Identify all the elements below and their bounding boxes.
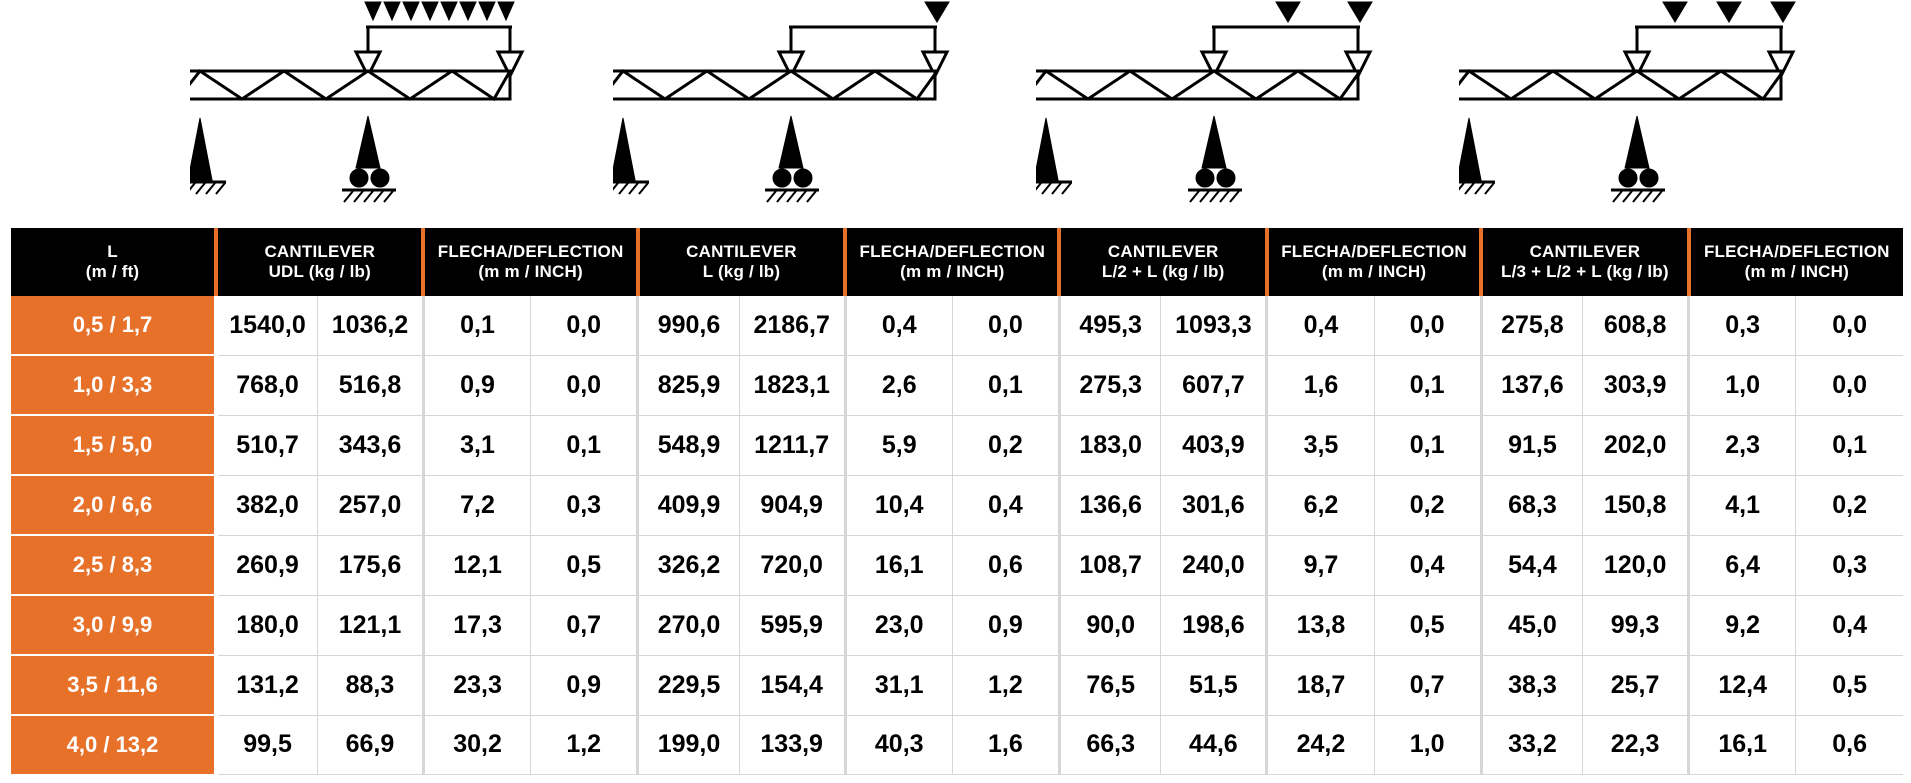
table-header	[11, 228, 1903, 296]
table-cell: 303,9	[1583, 355, 1689, 415]
table-row	[11, 535, 1903, 595]
table-cell: 1823,1	[739, 355, 845, 415]
header-deflection-l3l2l-line2: (m m / INCH)	[1744, 262, 1849, 281]
table-cell: 382,0	[216, 475, 317, 535]
table-cell: 16,1	[1689, 715, 1796, 774]
table-cell: 99,5	[216, 715, 317, 774]
table-cell: 23,3	[423, 655, 530, 715]
table-cell: 0,4	[845, 296, 952, 355]
table-cell: 0,3	[531, 475, 638, 535]
header-deflection-l-line2: (m m / INCH)	[900, 262, 1005, 281]
table-cell: 0,9	[423, 355, 530, 415]
table-cell: 403,9	[1161, 415, 1267, 475]
table-cell: 76,5	[1059, 655, 1160, 715]
table-cell: 2186,7	[739, 296, 845, 355]
header-deflection-udl-line2: (m m / INCH)	[478, 262, 583, 281]
table-cell: 825,9	[638, 355, 739, 415]
table-cell: 9,7	[1267, 535, 1374, 595]
header-cantilever-l	[638, 228, 845, 296]
table-cell: 4,1	[1689, 475, 1796, 535]
table-cell: 3,1	[423, 415, 530, 475]
table-cell: 108,7	[1059, 535, 1160, 595]
table-row	[11, 595, 1903, 655]
table-cell: 0,4	[952, 475, 1059, 535]
table-cell: 91,5	[1481, 415, 1582, 475]
header-deflection-udl	[423, 228, 637, 296]
row-length-label: 0,5 / 1,7	[11, 296, 216, 355]
table-cell: 260,9	[216, 535, 317, 595]
diagram-strip	[0, 0, 1911, 228]
table-cell: 133,9	[739, 715, 845, 774]
header-deflection-udl-line1: FLECHA/DEFLECTION	[437, 241, 624, 261]
header-cantilever-l-line2: L (kg / lb)	[702, 262, 781, 281]
table-cell: 548,9	[638, 415, 739, 475]
udl-arrow-group	[365, 2, 514, 20]
table-cell: 0,7	[1374, 655, 1481, 715]
table-cell: 990,6	[638, 296, 739, 355]
l-arrow-group	[925, 2, 949, 22]
header-cantilever-udl-line2: UDL (kg / lb)	[268, 262, 371, 281]
table-cell: 18,7	[1267, 655, 1374, 715]
table-cell: 44,6	[1161, 715, 1267, 774]
table-cell: 66,3	[1059, 715, 1160, 774]
header-cantilever-l2l-line1: CANTILEVER	[1107, 241, 1219, 261]
table-cell: 275,3	[1059, 355, 1160, 415]
table-cell: 275,8	[1481, 296, 1582, 355]
table-cell: 0,5	[1796, 655, 1903, 715]
table-cell: 25,7	[1583, 655, 1689, 715]
table-row	[11, 475, 1903, 535]
row-length-label: 3,5 / 11,6	[11, 655, 216, 715]
table-cell: 343,6	[317, 415, 423, 475]
table-cell: 183,0	[1059, 415, 1160, 475]
table-cell: 180,0	[216, 595, 317, 655]
table-cell: 202,0	[1583, 415, 1689, 475]
table-cell: 0,1	[531, 415, 638, 475]
table-cell: 1,2	[531, 715, 638, 774]
table-cell: 33,2	[1481, 715, 1582, 774]
table-cell: 0,4	[1267, 296, 1374, 355]
table-cell: 0,1	[1796, 415, 1903, 475]
table-cell: 0,9	[531, 655, 638, 715]
table-cell: 608,8	[1583, 296, 1689, 355]
table-cell: 136,6	[1059, 475, 1160, 535]
table-cell: 0,0	[1374, 296, 1481, 355]
row-length-label: 4,0 / 13,2	[11, 715, 216, 774]
row-length-label: 3,0 / 9,9	[11, 595, 216, 655]
table-body	[11, 296, 1903, 774]
table-cell: 0,6	[952, 535, 1059, 595]
header-deflection-l2l-line1: FLECHA/DEFLECTION	[1281, 241, 1467, 261]
header-l-line2: (m / ft)	[85, 262, 140, 281]
table-cell: 45,0	[1481, 595, 1582, 655]
table-cell: 720,0	[739, 535, 845, 595]
table-cell: 38,3	[1481, 655, 1582, 715]
table-cell: 0,6	[1796, 715, 1903, 774]
header-cantilever-l2l-line2: L/2 + L (kg / lb)	[1101, 262, 1225, 281]
header-cantilever-udl	[216, 228, 423, 296]
header-row	[11, 228, 1903, 296]
table-cell: 0,2	[952, 415, 1059, 475]
table-cell: 7,2	[423, 475, 530, 535]
table-cell: 1,0	[1689, 355, 1796, 415]
table-cell: 154,4	[739, 655, 845, 715]
table-cell: 90,0	[1059, 595, 1160, 655]
table-cell: 198,6	[1161, 595, 1267, 655]
table-row	[11, 355, 1903, 415]
diagram-l3-l2-l	[1459, 0, 1879, 228]
row-length-label: 2,0 / 6,6	[11, 475, 216, 535]
table-cell: 12,4	[1689, 655, 1796, 715]
l3-l2-l-arrow-group	[1663, 2, 1795, 22]
table-cell: 240,0	[1161, 535, 1267, 595]
table-cell: 16,1	[845, 535, 952, 595]
table-cell: 0,3	[1796, 535, 1903, 595]
table-cell: 68,3	[1481, 475, 1582, 535]
table-cell: 23,0	[845, 595, 952, 655]
header-deflection-l2l-line2: (m m / INCH)	[1321, 262, 1427, 281]
diagram-l-svg	[613, 0, 1033, 228]
table-cell: 0,5	[531, 535, 638, 595]
table-cell: 17,3	[423, 595, 530, 655]
table-cell: 12,1	[423, 535, 530, 595]
header-cantilever-l-line1: CANTILEVER	[686, 241, 797, 261]
diagram-udl	[190, 0, 610, 228]
table-cell: 0,7	[531, 595, 638, 655]
header-deflection-l	[845, 228, 1059, 296]
header-cantilever-l3l2l-line2: L/3 + L/2 + L (kg / lb)	[1501, 262, 1669, 281]
diagram-l	[613, 0, 1033, 228]
table-cell: 5,9	[845, 415, 952, 475]
diagram-udl-svg	[190, 0, 610, 228]
table-cell: 1093,3	[1161, 296, 1267, 355]
table-cell: 1036,2	[317, 296, 423, 355]
table-cell: 1,6	[952, 715, 1059, 774]
table-cell: 40,3	[845, 715, 952, 774]
table-cell: 1211,7	[739, 415, 845, 475]
table-cell: 6,2	[1267, 475, 1374, 535]
load-capacity-table	[11, 228, 1903, 775]
table-cell: 0,4	[1796, 595, 1903, 655]
table-cell: 2,6	[845, 355, 952, 415]
header-cantilever-l2l	[1059, 228, 1266, 296]
table-cell: 31,1	[845, 655, 952, 715]
row-length-label: 2,5 / 8,3	[11, 535, 216, 595]
table-cell: 0,4	[1374, 535, 1481, 595]
table-cell: 66,9	[317, 715, 423, 774]
table-cell: 1,2	[952, 655, 1059, 715]
table-cell: 9,2	[1689, 595, 1796, 655]
table-cell: 0,5	[1374, 595, 1481, 655]
table-cell: 2,3	[1689, 415, 1796, 475]
table-cell: 510,7	[216, 415, 317, 475]
table-cell: 607,7	[1161, 355, 1267, 415]
table-cell: 516,8	[317, 355, 423, 415]
table-cell: 6,4	[1689, 535, 1796, 595]
diagram-l3-l2-l-svg	[1459, 0, 1899, 228]
header-l	[11, 228, 216, 296]
table-row	[11, 655, 1903, 715]
table-cell: 13,8	[1267, 595, 1374, 655]
table-cell: 121,1	[317, 595, 423, 655]
header-cantilever-l3l2l-line1: CANTILEVER	[1529, 241, 1641, 261]
table-cell: 199,0	[638, 715, 739, 774]
table-cell: 0,0	[1796, 296, 1903, 355]
table-cell: 150,8	[1583, 475, 1689, 535]
table-cell: 1,6	[1267, 355, 1374, 415]
header-deflection-l3l2l	[1689, 228, 1903, 296]
table-cell: 30,2	[423, 715, 530, 774]
table-cell: 0,1	[1374, 355, 1481, 415]
table-cell: 257,0	[317, 475, 423, 535]
table-cell: 54,4	[1481, 535, 1582, 595]
header-cantilever-l3l2l	[1481, 228, 1688, 296]
header-deflection-l-line1: FLECHA/DEFLECTION	[859, 241, 1046, 261]
table-cell: 326,2	[638, 535, 739, 595]
table-cell: 3,5	[1267, 415, 1374, 475]
header-deflection-l3l2l-line1: FLECHA/DEFLECTION	[1703, 241, 1890, 261]
header-l-line1: L	[107, 241, 118, 261]
table-cell: 0,3	[1689, 296, 1796, 355]
table-cell: 131,2	[216, 655, 317, 715]
l2-l-arrow-group	[1276, 2, 1372, 22]
table-cell: 0,2	[1796, 475, 1903, 535]
table-cell: 0,0	[531, 355, 638, 415]
table-cell: 1,0	[1374, 715, 1481, 774]
table-cell: 768,0	[216, 355, 317, 415]
table-cell: 0,0	[1796, 355, 1903, 415]
row-length-label: 1,5 / 5,0	[11, 415, 216, 475]
table-cell: 0,0	[952, 296, 1059, 355]
table-row	[11, 296, 1903, 355]
diagram-l2-l-svg	[1036, 0, 1456, 228]
load-table-wrap	[11, 228, 1903, 775]
table-cell: 0,2	[1374, 475, 1481, 535]
table-cell: 595,9	[739, 595, 845, 655]
table-cell: 0,1	[952, 355, 1059, 415]
table-row	[11, 715, 1903, 774]
table-cell: 137,6	[1481, 355, 1582, 415]
table-cell: 0,0	[531, 296, 638, 355]
row-length-label: 1,0 / 3,3	[11, 355, 216, 415]
header-cantilever-udl-line1: CANTILEVER	[264, 241, 376, 261]
table-cell: 51,5	[1161, 655, 1267, 715]
table-cell: 301,6	[1161, 475, 1267, 535]
header-deflection-l2l	[1267, 228, 1481, 296]
table-cell: 88,3	[317, 655, 423, 715]
table-cell: 229,5	[638, 655, 739, 715]
table-cell: 904,9	[739, 475, 845, 535]
table-row	[11, 415, 1903, 475]
table-cell: 99,3	[1583, 595, 1689, 655]
table-cell: 270,0	[638, 595, 739, 655]
diagram-l2-l	[1036, 0, 1456, 228]
table-cell: 0,1	[1374, 415, 1481, 475]
table-cell: 24,2	[1267, 715, 1374, 774]
table-cell: 495,3	[1059, 296, 1160, 355]
table-cell: 10,4	[845, 475, 952, 535]
table-cell: 0,9	[952, 595, 1059, 655]
table-cell: 175,6	[317, 535, 423, 595]
table-cell: 1540,0	[216, 296, 317, 355]
table-cell: 0,1	[423, 296, 530, 355]
table-cell: 409,9	[638, 475, 739, 535]
table-cell: 22,3	[1583, 715, 1689, 774]
table-cell: 120,0	[1583, 535, 1689, 595]
